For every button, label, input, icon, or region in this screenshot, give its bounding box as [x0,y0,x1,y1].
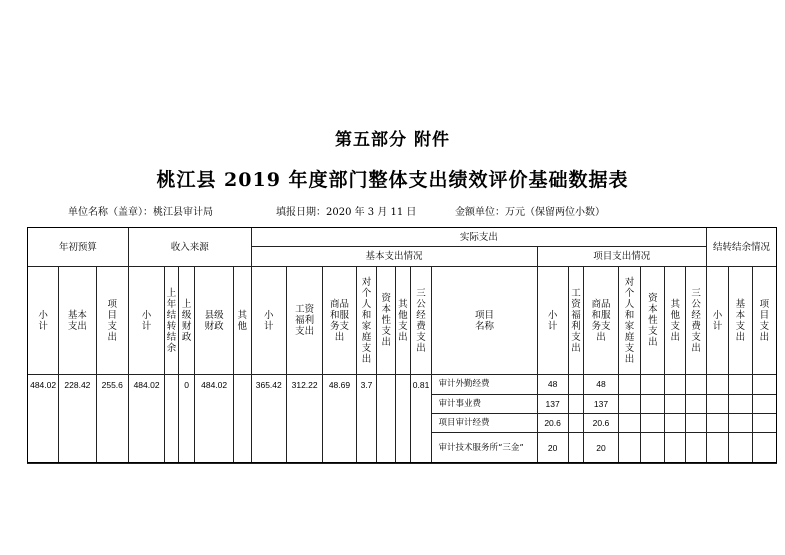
cell-project-goods: 20 [584,433,618,464]
col-carryover-subtotal: 小计 [707,267,729,375]
cell-project-goods: 48 [584,375,618,395]
header-actual-expenditure: 实际支出 [251,228,707,247]
col-project-personal: 对个人和家庭支出 [618,267,641,375]
data-table [27,227,777,464]
cell-project-subtotal: 48 [537,375,568,395]
col-basic-subtotal: 小计 [251,267,286,375]
cell-basic-wage: 312.22 [286,375,322,464]
cell-project-goods: 137 [584,395,618,414]
col-basic-goods: 商品和服务支出 [323,267,356,375]
col-basic-personal: 对个人和家庭支出 [356,267,377,375]
fill-date: 填报日期：2020 年 3 月 11 日 [276,207,417,218]
cell-basic-three-public: 0.81 [410,375,432,464]
col-income-other: 其他 [233,267,251,375]
col-project-other: 其他支出 [665,267,686,375]
cell-upper-transfer-carryover [165,375,179,464]
col-budget-project: 项目支出 [96,267,128,375]
header-carryover: 结转结余情况 [707,228,777,267]
cell-basic-personal: 3.7 [356,375,377,464]
cell-project-subtotal: 20.6 [537,414,568,433]
col-carryover-project: 项目支出 [752,267,776,375]
col-project-subtotal: 小计 [537,267,568,375]
cell-project-name: 审计技术服务所“三金” [432,433,537,464]
cell-project-name: 项目审计经费 [432,414,537,433]
cell-basic-subtotal: 365.42 [251,375,286,464]
col-basic-three-public: 三公经费支出 [410,267,432,375]
cell-project-subtotal: 137 [537,395,568,414]
cell-county-finance: 484.02 [195,375,233,464]
cell-project-name: 审计外勤经费 [432,375,537,395]
cell-budget-subtotal: 484.02 [28,375,59,464]
cell-project-goods: 20.6 [584,414,618,433]
section-title: 第五部分 附件 [335,130,450,150]
col-upper-transfer-carryover: 上年结转结余 [165,267,179,375]
header-basic-expenditure: 基本支出情况 [251,247,537,267]
col-budget-basic: 基本支出 [59,267,96,375]
cell-basic-goods: 48.69 [323,375,356,464]
header-income-source: 收入来源 [128,228,251,267]
col-project-name: 项目名称 [432,267,537,375]
cell-upper-finance: 0 [178,375,195,464]
col-basic-other: 其他支出 [396,267,411,375]
col-project-capital: 资本性支出 [641,267,665,375]
header-annual-budget: 年初预算 [28,228,129,267]
col-budget-subtotal: 小计 [28,267,59,375]
col-basic-wage: 工资福利支出 [286,267,322,375]
header-project-expenditure: 项目支出情况 [537,247,707,267]
cell-project-subtotal: 20 [537,433,568,464]
col-project-three-public: 三公经费支出 [686,267,707,375]
table-row [28,375,777,395]
money-unit: 金额单位：万元（保留两位小数） [455,207,605,218]
cell-income-other [233,375,251,464]
col-income-subtotal: 小计 [128,267,164,375]
cell-budget-basic: 228.42 [59,375,96,464]
col-project-wage: 工资福利支出 [568,267,584,375]
cell-budget-project: 255.6 [96,375,128,464]
cell-project-name: 审计事业费 [432,395,537,414]
col-upper-finance: 上级财政 [178,267,195,375]
cell-income-subtotal: 484.02 [128,375,164,464]
unit-name: 单位名称（盖章）：桃江县审计局 [68,207,213,218]
col-county-finance: 县级财政 [195,267,233,375]
table-title: 桃江县 2019 年度部门整体支出绩效评价基础数据表 [156,169,629,191]
cell-basic-capital [377,375,396,464]
col-carryover-basic: 基本支出 [728,267,752,375]
col-project-goods: 商品和服务支出 [584,267,618,375]
cell-basic-other [396,375,411,464]
col-basic-capital: 资本性支出 [377,267,396,375]
